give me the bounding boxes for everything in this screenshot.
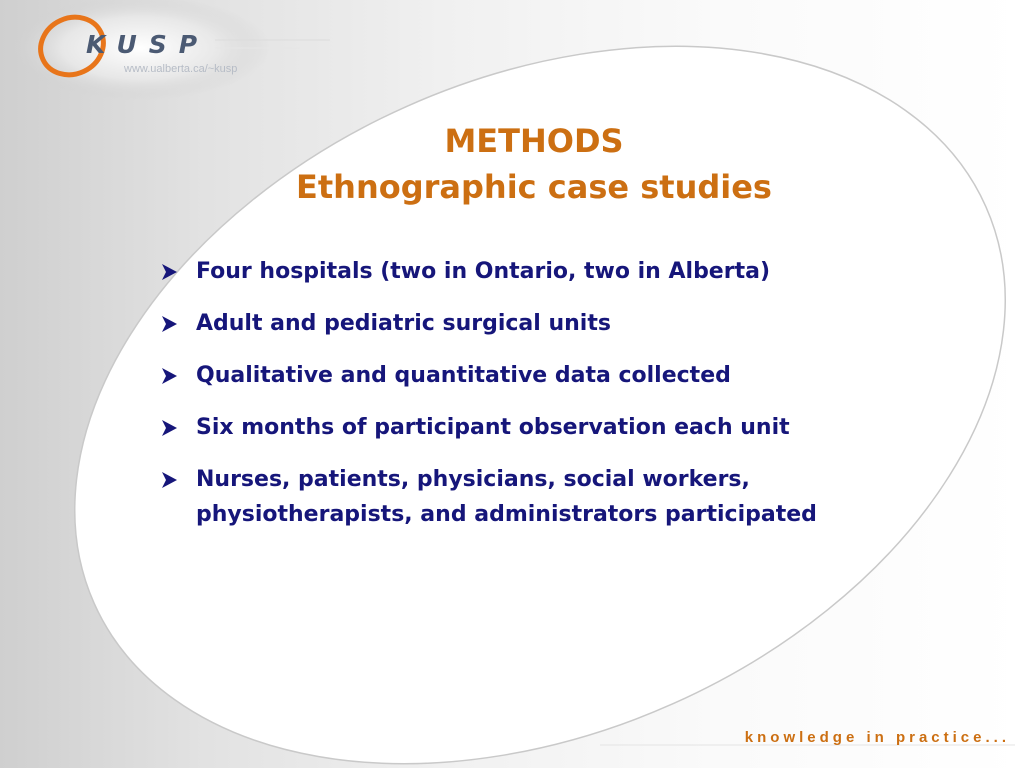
- logo-url: www.ualberta.ca/~kusp: [124, 63, 238, 75]
- slide-title: [200, 118, 868, 210]
- bullet-item: [160, 306, 1010, 341]
- bullet-text-continued: physiotherapists, and administrators participated: [196, 502, 817, 527]
- footer-tagline: knowledge in practice...: [744, 729, 1010, 746]
- bullet-list: [160, 254, 1010, 549]
- bullet-text: Nurses, patients, physicians, social workers,: [196, 467, 750, 492]
- bullet-item: [160, 254, 1010, 289]
- bullet-text: Qualitative and quantitative data collected: [196, 363, 731, 388]
- arrowhead-bullet-icon: [160, 367, 178, 385]
- title-line-2: Ethnographic case studies: [296, 168, 772, 206]
- bullet-item: [160, 410, 1010, 445]
- bullet-text: Adult and pediatric surgical units: [196, 311, 611, 336]
- bullet-item: [160, 462, 1010, 532]
- title-line-1: METHODS: [444, 122, 624, 160]
- bullet-item: [160, 358, 1010, 393]
- bullet-text: Six months of participant observation each unit: [196, 415, 790, 440]
- arrowhead-bullet-icon: [160, 263, 178, 281]
- bullet-text: Four hospitals (two in Ontario, two in Alberta): [196, 259, 770, 284]
- logo-text: KUSP: [86, 30, 210, 59]
- arrowhead-bullet-icon: [160, 315, 178, 333]
- arrowhead-bullet-icon: [160, 471, 178, 489]
- arrowhead-bullet-icon: [160, 419, 178, 437]
- kusp-logo[interactable]: [28, 6, 258, 86]
